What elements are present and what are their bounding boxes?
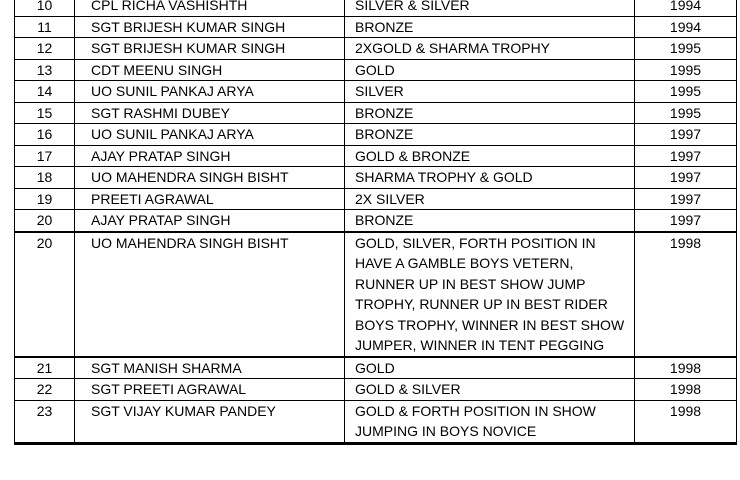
table-row	[15, 379, 737, 401]
serial-number-cell: 22	[15, 379, 75, 401]
serial-number-cell: 19	[15, 188, 75, 210]
award-cell: GOLD & SILVER	[345, 379, 635, 401]
cadet-name-cell: SGT RASHMI DUBEY	[75, 102, 345, 124]
awards-table-body	[15, 0, 737, 444]
serial-number-cell: 20	[15, 232, 75, 357]
year-cell: 1995	[635, 59, 737, 81]
award-cell: GOLD & BRONZE	[345, 145, 635, 167]
table-row	[15, 102, 737, 124]
table-row	[15, 188, 737, 210]
table-row	[15, 357, 737, 379]
serial-number-cell: 18	[15, 167, 75, 189]
cadet-name-cell: AJAY PRATAP SINGH	[75, 145, 345, 167]
table-row	[15, 59, 737, 81]
table-row	[15, 81, 737, 103]
cadet-name-cell: CPL RICHA VASHISHTH	[75, 0, 345, 16]
year-cell: 1998	[635, 232, 737, 357]
serial-number-cell: 10	[15, 0, 75, 16]
table-row	[15, 210, 737, 232]
year-cell: 1994	[635, 0, 737, 16]
cadet-name-cell: SGT VIJAY KUMAR PANDEY	[75, 400, 345, 443]
award-cell: BRONZE	[345, 210, 635, 232]
cadet-name-cell: SGT PREETI AGRAWAL	[75, 379, 345, 401]
award-cell: 2X SILVER	[345, 188, 635, 210]
serial-number-cell: 15	[15, 102, 75, 124]
serial-number-cell	[15, 443, 75, 445]
cadet-name-cell: UO SUNIL PANKAJ ARYA	[75, 124, 345, 146]
table-row	[15, 400, 737, 443]
serial-number-cell: 20	[15, 210, 75, 232]
year-cell: 1998	[635, 400, 737, 443]
year-cell: 1997	[635, 167, 737, 189]
year-cell: 1995	[635, 102, 737, 124]
award-cell: BRONZE	[345, 102, 635, 124]
award-cell: SHARMA TROPHY & GOLD	[345, 167, 635, 189]
award-cell: BRONZE	[345, 16, 635, 38]
award-cell: GOLD	[345, 59, 635, 81]
table-row	[15, 167, 737, 189]
table-row	[15, 232, 737, 357]
table-row	[15, 16, 737, 38]
cadet-name-cell: SGT BRIJESH KUMAR SINGH	[75, 38, 345, 60]
award-cell: 2XGOLD & SHARMA TROPHY	[345, 38, 635, 60]
table-row	[15, 145, 737, 167]
cadet-name-cell	[75, 443, 345, 445]
table-row	[15, 0, 737, 16]
award-cell: BRONZE	[345, 124, 635, 146]
year-cell: 1998	[635, 379, 737, 401]
table-row	[15, 443, 737, 445]
table-row	[15, 38, 737, 60]
year-cell: 1995	[635, 38, 737, 60]
serial-number-cell: 12	[15, 38, 75, 60]
award-cell: GOLD	[345, 357, 635, 379]
year-cell	[635, 443, 737, 445]
cadet-name-cell: UO MAHENDRA SINGH BISHT	[75, 167, 345, 189]
serial-number-cell: 21	[15, 357, 75, 379]
year-cell: 1997	[635, 124, 737, 146]
cadet-name-cell: SGT BRIJESH KUMAR SINGH	[75, 16, 345, 38]
year-cell: 1997	[635, 188, 737, 210]
year-cell: 1994	[635, 16, 737, 38]
award-cell: GOLD, SILVER, FORTH POSITION IN HAVE A GAMBLE BOYS VETERN, RUNNER UP IN BEST SHOW JUMP TROPHY, RUNNER UP IN BEST RIDER BOYS TROPHY, WINNER IN BEST SHOW JUMPER, WINNER IN TENT PEGGING	[345, 232, 635, 357]
award-cell: SILVER & SILVER	[345, 0, 635, 16]
serial-number-cell: 17	[15, 145, 75, 167]
serial-number-cell: 23	[15, 400, 75, 443]
cadet-name-cell: AJAY PRATAP SINGH	[75, 210, 345, 232]
award-cell: SILVER	[345, 81, 635, 103]
serial-number-cell: 16	[15, 124, 75, 146]
year-cell: 1997	[635, 210, 737, 232]
awards-table	[14, 0, 737, 445]
serial-number-cell: 11	[15, 16, 75, 38]
cadet-name-cell: CDT MEENU SINGH	[75, 59, 345, 81]
year-cell: 1995	[635, 81, 737, 103]
award-cell	[345, 443, 635, 445]
cadet-name-cell: UO SUNIL PANKAJ ARYA	[75, 81, 345, 103]
serial-number-cell: 13	[15, 59, 75, 81]
serial-number-cell: 14	[15, 81, 75, 103]
award-cell: GOLD & FORTH POSITION IN SHOW JUMPING IN BOYS NOVICE	[345, 400, 635, 443]
table-row	[15, 124, 737, 146]
cadet-name-cell: SGT MANISH SHARMA	[75, 357, 345, 379]
cadet-name-cell: PREETI AGRAWAL	[75, 188, 345, 210]
year-cell: 1997	[635, 145, 737, 167]
year-cell: 1998	[635, 357, 737, 379]
cadet-name-cell: UO MAHENDRA SINGH BISHT	[75, 232, 345, 357]
